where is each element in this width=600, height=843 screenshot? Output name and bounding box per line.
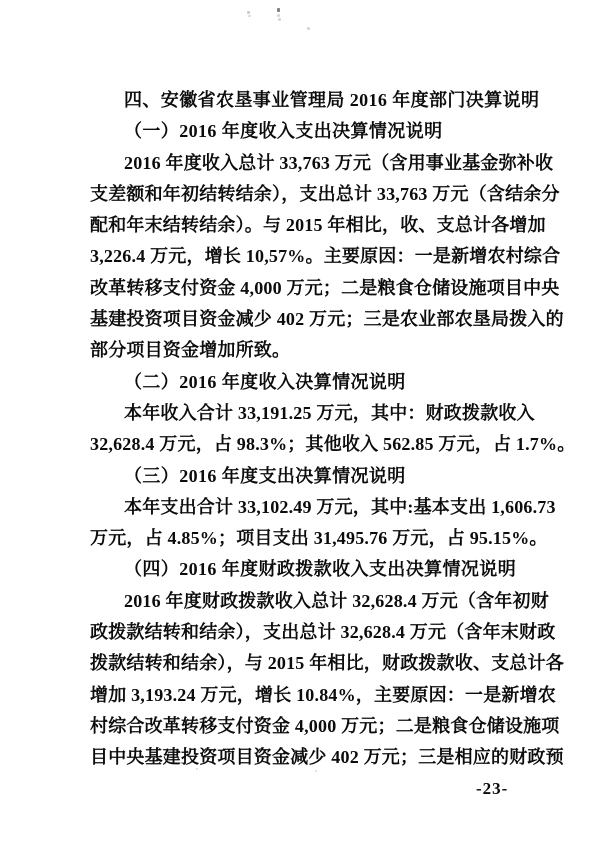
text-line: 万元，占 4.85%；项目支出 31,495.76 万元，占 95.15%。: [90, 528, 548, 549]
text-line: 政拨款结转和结余），支出总计 32,628.4 万元（含年末财政: [90, 622, 556, 643]
scan-artifact: [248, 15, 251, 17]
document-body: [90, 85, 576, 774]
section-4-heading: （四）2016 年度财政拨款收入支出决算情况说明: [124, 559, 517, 580]
scan-artifact: [277, 8, 280, 12]
scan-artifact: [247, 11, 250, 14]
text-line: 支差额和年初结转结余），支出总计 33,763 万元（含结余分: [90, 183, 560, 204]
text-line: 改革转移支付资金 4,000 万元；二是粮食仓储设施项目中央: [90, 277, 560, 298]
text-line: 配和年末结转结余）。与 2015 年相比，收、支总计各增加: [90, 215, 546, 236]
text-line: 目中央基建投资项目资金减少 402 万元；三是相应的财政预: [90, 747, 564, 768]
text-line: 基建投资项目资金减少 402 万元；三是农业部农垦局拨入的: [90, 309, 564, 330]
section-1-heading: （一）2016 年度收入支出决算情况说明: [124, 121, 443, 142]
text-line: 本年收入合计 33,191.25 万元，其中：财政拨款收入: [124, 402, 535, 423]
text-line: 32,628.4 万元，占 98.3%；其他收入 562.85 万元，占 1.7%。: [90, 434, 576, 455]
page-title: 四、安徽省农垦事业管理局 2016 年度部门决算说明: [124, 90, 540, 110]
text-line: 村综合改革转移支付资金 4,000 万元；二是粮食仓储设施项: [90, 715, 560, 736]
scan-artifact: [307, 27, 310, 30]
text-line: 增加 3,193.24 万元，增长 10.84%，主要原因：一是新增农: [90, 684, 556, 705]
text-line: 本年支出合计 33,102.49 万元，其中:基本支出 1,606.73: [124, 496, 556, 517]
text-line: 2016 年度财政拨款收入总计 32,628.4 万元（含年初财: [124, 590, 549, 611]
text-line: 部分项目资金增加所致。: [90, 340, 291, 361]
text-line: 3,226.4 万元，增长 10,57%。主要原因：一是新增农村综合: [90, 246, 561, 267]
section-3-heading: （三）2016 年度支出决算情况说明: [124, 465, 406, 486]
text-line: 拨款结转和结余），与 2015 年相比，财政拨款收、支总计各: [90, 653, 564, 674]
text-line: 2016 年度收入总计 33,763 万元（含用事业基金弥补收: [124, 152, 554, 173]
scan-artifact: [278, 18, 281, 21]
scan-artifact: [277, 14, 280, 17]
section-2-heading: （二）2016 年度收入决算情况说明: [124, 371, 406, 392]
page-number: -23-: [476, 779, 509, 798]
